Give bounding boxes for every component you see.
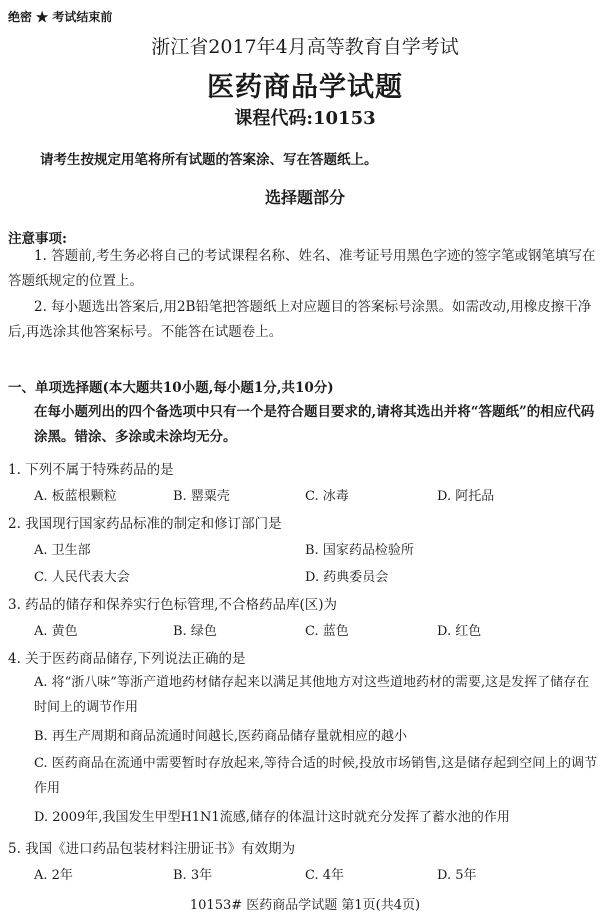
option: C. 蓝色 [305,624,349,639]
part-description: 在每小题列出的四个备选项中只有一个是符合题目要求的,请将其选出并将“答题纸”的相应代码涂黑。错涂、多涂或未涂均无分。 [34,404,595,445]
question-stem: 4. 关于医药商品储存,下列说法正确的是 [8,651,246,667]
answer-instruction: 请考生按规定用笔将所有试题的答案涂、写在答题纸上。 [40,152,378,168]
option: D. 5年 [437,868,477,883]
option: A. 2年 [34,868,73,883]
subject-title: 医药商品学试题 [207,72,403,103]
question-stem: 2. 我国现行国家药品标准的制定和修订部门是 [8,516,282,532]
part-heading: 一、单项选择题(本大题共10小题,每小题1分,共10分) [8,380,334,396]
question-stem: 3. 药品的储存和保养实行色标管理,不合格药品库(区)为 [8,597,337,613]
question-stem: 1. 下列不属于特殊药品的是 [8,462,174,478]
question-stem: 5. 我国《进口药品包装材料注册证书》有效期为 [8,841,296,857]
exam-title: 浙江省2017年4月高等教育自学考试 [151,36,459,58]
option: A. 将“浙八味”等浙产道地药材储存起来以满足其他地方对这些道地药材的需要,这是发挥了储存在时间上的调节作用 [34,675,590,715]
option: B. 再生产周期和商品流通时间越长,医药商品储存量就相应的越小 [34,729,407,744]
notes-heading: 注意事项: [8,231,67,247]
course-code: 课程代码:10153 [234,108,376,129]
option: C. 4年 [305,868,345,883]
option: A. 黄色 [34,624,78,639]
section-title: 选择题部分 [264,188,345,207]
option: D. 红色 [437,624,482,639]
note-item: 2. 每小题选出答案后,用2B铅笔把答题纸上对应题目的答案标号涂黑。如需改动,用橡皮擦干净后,再选涂其他答案标号。不能答在试题卷上。 [8,299,592,340]
option: C. 冰毒 [305,489,349,504]
option: A. 板蓝根颗粒 [34,489,117,504]
option: C. 人民代表大会 [34,570,130,585]
option: B. 罂粟壳 [173,489,230,504]
secret-mark: 绝密 ★ 考试结束前 [8,10,113,24]
option: B. 国家药品检验所 [305,543,414,558]
option: D. 2009年,我国发生甲型H1N1流感,储存的体温计这时就充分发挥了蓄水池的作用 [34,810,510,825]
option: D. 阿托品 [437,489,495,504]
note-item: 1. 答题前,考生务必将自己的考试课程名称、姓名、准考证号用黑色字迹的签字笔或钢笔填写在答题纸规定的位置上。 [8,248,596,289]
option: A. 卫生部 [34,543,91,558]
option: B. 3年 [173,868,213,883]
option: D. 药典委员会 [305,570,389,585]
option: B. 绿色 [173,624,217,639]
page-footer: 10153# 医药商品学试题 第1页(共4页) [189,898,421,913]
option: C. 医药商品在流通中需要暂时存放起来,等待合适的时候,投放市场销售,这是储存起到空间上的调节作用 [34,756,598,796]
